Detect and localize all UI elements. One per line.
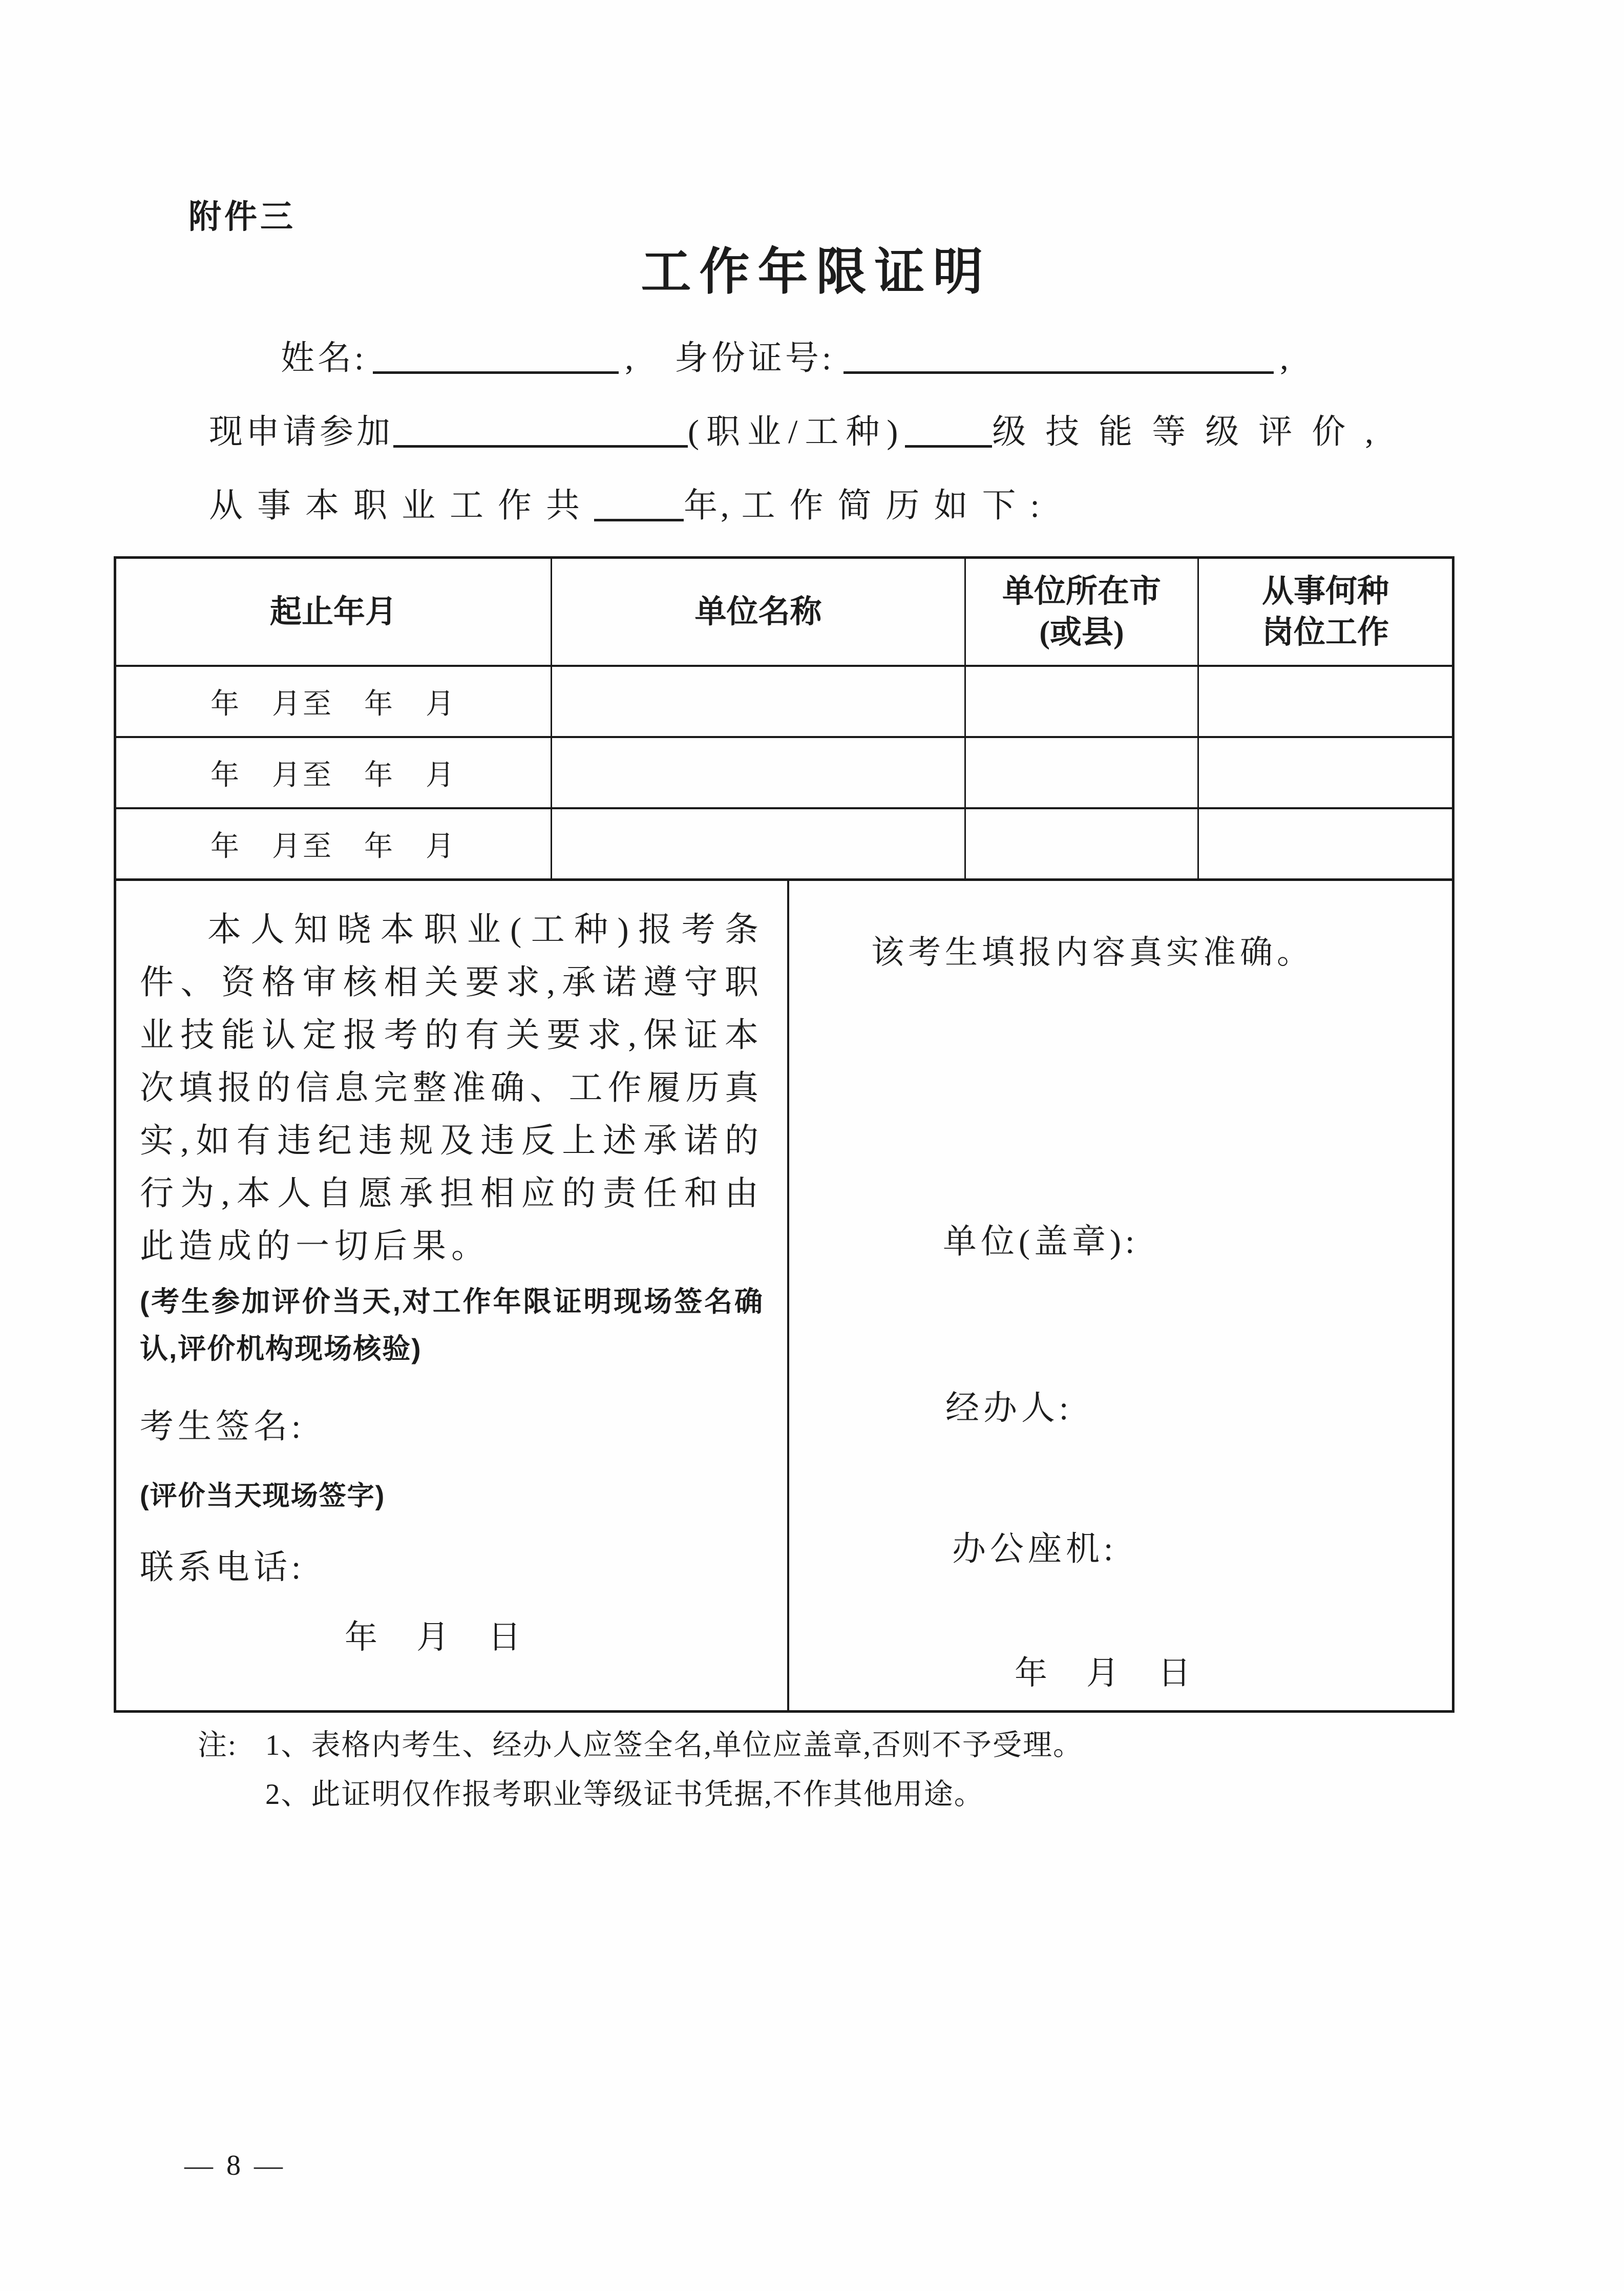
candidate-date-line[interactable]: 年 月 日 <box>345 1619 524 1655</box>
row3-period-label: 年 月至 年 月 <box>116 809 552 878</box>
occupation-type-label: (职业/工种) <box>688 413 905 451</box>
contact-phone-label[interactable]: 联系电话: <box>140 1549 305 1586</box>
row1-period-label: 年 月至 年 月 <box>116 667 552 738</box>
row3-unit-name-cell[interactable] <box>552 809 966 878</box>
attachment-label: 附件三 <box>188 199 296 235</box>
page-number: — 8 — <box>184 2150 286 2181</box>
row1-post-cell[interactable] <box>1199 667 1452 738</box>
row1-unit-name-cell[interactable] <box>552 667 966 738</box>
candidate-declaration-cell <box>116 881 789 1710</box>
name-blank[interactable] <box>373 368 619 374</box>
row2-period-label: 年 月至 年 月 <box>116 738 552 809</box>
years-blank[interactable] <box>594 516 684 521</box>
id-number-blank[interactable] <box>843 368 1274 374</box>
form-line-occupation <box>209 413 1393 452</box>
unit-date-line[interactable]: 年 月 日 <box>1015 1655 1194 1691</box>
col-header-unit-name <box>552 559 966 667</box>
row1-unit-city-cell[interactable] <box>966 667 1199 738</box>
col-header-unit-name-line: 单位名称 <box>694 594 822 629</box>
col-header-unit-city-line2: (或县) <box>1039 615 1124 650</box>
office-phone-label[interactable]: 办公座机: <box>952 1530 1117 1568</box>
col-header-post <box>1199 559 1452 667</box>
col-header-unit-city-line1: 单位所在市 <box>1002 574 1161 609</box>
declaration-paragraph: 本人知晓本职业(工种)报考条件、资格审核相关要求,承诺遵守职业技能认定报考的有关要求,保证本次填报的信息完整准确、工作履历真实,如有违纪违规及违反上述承诺的行为,本人自愿承担相应的责任和由此造成的一切后果。 <box>140 911 764 1265</box>
footnote-prefix: 注: <box>198 1729 237 1761</box>
name-label: 姓名: <box>281 340 367 377</box>
row3-unit-city-cell[interactable] <box>966 809 1199 878</box>
resume-suffix-label: 工作简历如下: <box>741 487 1054 524</box>
unit-seal-label[interactable]: 单位(盖章): <box>943 1223 1139 1260</box>
apply-prefix-label: 现申请参加 <box>209 413 393 451</box>
comma: , <box>1280 340 1289 377</box>
footnote-item-2: 2、此证明仅作报考职业等级证书凭据,不作其他用途。 <box>265 1778 984 1811</box>
level-suffix-label: 级技能等级评价, <box>992 413 1393 451</box>
level-blank[interactable] <box>905 442 992 448</box>
candidate-signature-label[interactable]: 考生签名: <box>140 1408 305 1445</box>
footnotes <box>198 1721 1083 1819</box>
row2-unit-name-cell[interactable] <box>552 738 966 809</box>
occupation-blank[interactable] <box>393 442 688 448</box>
col-header-period-line: 起止年月 <box>269 594 397 629</box>
verification-statement: 该考生填报内容真实准确。 <box>871 934 1314 971</box>
form-line-name-id <box>281 339 1289 378</box>
id-number-label: 身份证号: <box>674 340 835 377</box>
work-history-table <box>114 556 1454 881</box>
years-prefix-label: 从事本职业工作共 <box>209 487 594 524</box>
col-header-post-line1: 从事何种 <box>1261 574 1389 609</box>
row2-post-cell[interactable] <box>1199 738 1452 809</box>
footnote-item-1: 1、表格内考生、经办人应签全名,单位应盖章,否则不予受理。 <box>265 1729 1083 1761</box>
handler-label[interactable]: 经办人: <box>945 1390 1073 1427</box>
unit-verification-cell <box>789 881 1452 1710</box>
signature-day-note: (评价当天现场签字) <box>140 1481 386 1511</box>
comma: , <box>625 340 634 377</box>
col-header-unit-city <box>966 559 1199 667</box>
footnote-line-1 <box>198 1721 1083 1770</box>
declaration-box <box>114 881 1454 1713</box>
col-header-post-line2: 岗位工作 <box>1261 615 1389 650</box>
years-unit-label: 年, <box>684 487 732 524</box>
page-title: 工作年限证明 <box>641 245 992 300</box>
footnote-line-2 <box>198 1770 1083 1819</box>
form-line-years <box>209 487 1054 526</box>
declaration-note: (考生参加评价当天,对工作年限证明现场签名确认,评价机构现场核验) <box>140 1286 764 1364</box>
col-header-period <box>116 559 552 667</box>
row3-post-cell[interactable] <box>1199 809 1452 878</box>
row2-unit-city-cell[interactable] <box>966 738 1199 809</box>
